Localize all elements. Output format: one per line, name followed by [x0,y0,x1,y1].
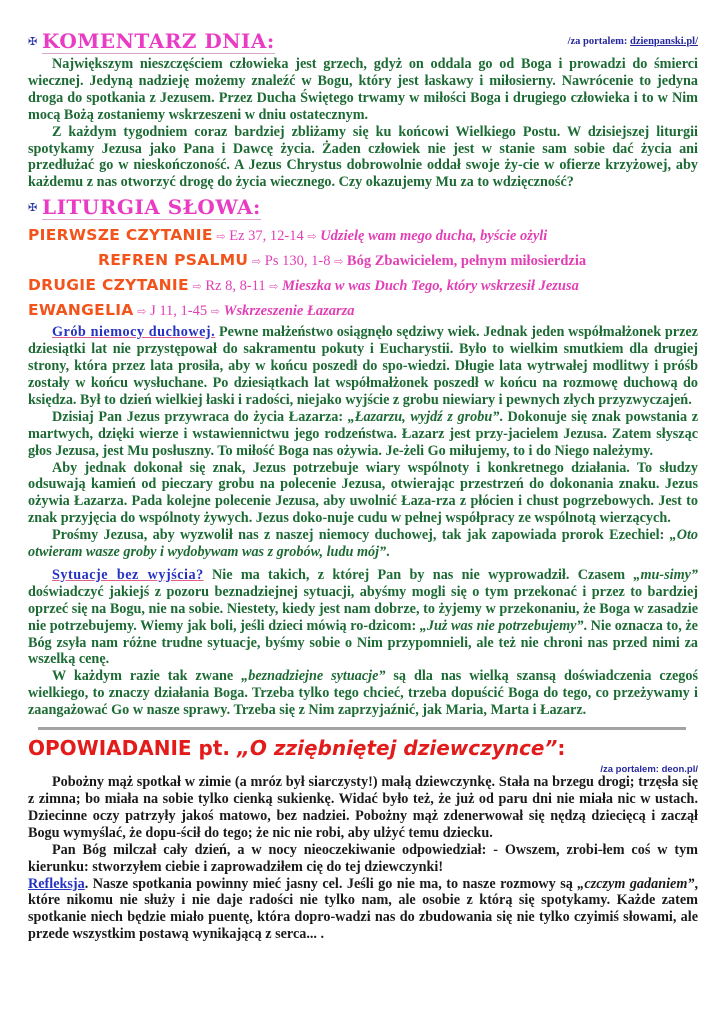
opowiadanie-header [28,736,698,776]
cross-bullet-icon: ✠ [28,201,38,215]
reading-row [28,249,698,274]
title-text: : [557,736,566,761]
liturgia-paragraph [28,527,698,561]
arrow-icon: ⇨ [192,281,202,294]
liturgia-header [28,196,698,222]
liturgia-paragraph [28,668,698,719]
reading-ref: Rz 8, 8-11 [205,278,266,295]
paragraph-text: Nie ma takich, z której Pan by nas nie wyprowadził. Czasem [203,566,634,583]
liturgia-paragraph [28,567,698,668]
reading-ref: J 11, 1-45 [150,303,208,320]
liturgia-title: LITURGIA SŁOWA: [42,195,261,220]
paragraph-text: , które nikomu nie służy i nie daje radości nie tylko nam, ale osobie z którą się spotykamy. Każde zatem spotkanie niech będzie miało puentę, która dopro-wadzi nas do zbudowania się nie tylko czyimiś słowami, ale przede wszystkim postawą wynikającą z serca... . [28,875,698,943]
reading-ref: Ez 37, 12-14 [229,228,304,245]
cross-bullet-icon: ✠ [28,35,38,48]
komentarz-body [28,56,698,191]
title-quote: „O zziębniętej dziewczynce” [236,736,558,761]
paragraph-text: są dla nas wielką szansą doświadczenia czegoś wielkiego, to znaczy działania Boga. Trzeba tylko tego chcieć, trzeba dopuścić Boga do tego, co przeżywamy i zaangażować Go w nasze sprawy. Trzeba się z Nim zaprzyjaźnić, jak Maria, Marta i Łazarz. [28,668,698,719]
story-paragraph: Pobożny mąż spotkał w zimie (a mróz był siarczysty!) małą dziewczynkę. Stała na brzegu drogi; trzęsła się z zimna; bo miała na sobie tylko cienką sukienkę. Widać było też, że już od paru dni nie miała nic w ustach. Dziecinne oczy patrzyły jakoś matowo, bez nadziei. Pobożny mąż zdenerwował się nędzą dziecięcą i zaczął Bogu wymyślać, że dopu-ścił do tego; że nic nie robi, aby ulżyć temu dziecku. [28,774,698,841]
reading-label: REFREN PSALMU [98,251,249,270]
paragraph-text: . Nie oznacza to, że Bóg zsyła nam różne trudne sytuacje, byśmy sobie o Nim przypomnieli, ale też nie chroni nas przed nimi za wszelką cenę. [28,617,698,668]
opowiadanie-title [28,736,565,760]
story-paragraph [28,876,698,944]
paragraph-text: doświadczyć jakiejś z pozoru beznadziejnej sytuacji, abyśmy mogli się o tym przekonać i przez to bardziej oprzeć się na Bogu, nie na sobie. Niestety, kiedy jest nam dobrze, to żyjemy w przekonaniu, że Boga w zasadzie nie potrzebujemy. Wiemy jak boli, jeśli dzieci mówią ro-dzicom: [28,583,698,634]
opowiadanie-source[interactable]: /za portalem: deon.pl/ [600,764,698,776]
quote-text: „Już was nie potrzebujemy” [419,617,584,634]
source-link[interactable]: dzienpanski.pl/ [630,36,698,47]
quote-text: „Łazarzu, wyjdź z grobu” [347,408,500,425]
paragraph-text: Pewne małżeństwo osiągnęło sędziwy wiek. Jednak jeden współmałżonek przez dziesiątki lat nie przystępował do sakramentu pokuty i Eucharystii. Było to wielkim smutkiem dla drugiej strony, która przez lata prosiła, aby w końcu poszedł do spo-wiedzi. Długie lata wytrwałej modlitwy i próśb zostały w końcu wysłuchane. Po dziesiątkach lat współmałżonek poszedł w końcu na rozmowę duchową do księdza. Był to dzień wielkiej łaski i radości, niejako wyjście z grobu niewiary i pewnych złych przyzwyczajeń. [28,324,698,408]
arrow-icon: ⇨ [307,231,317,244]
arrow-icon: ⇨ [210,306,220,319]
quote-text: „czczym gadaniem” [577,875,695,892]
quote-text: „beznadziejne sytuacje” [241,668,386,685]
reading-label: PIERWSZE CZYTANIE [28,226,213,245]
reading-row [28,274,698,299]
reading-row [28,224,698,249]
komentarz-paragraph: Największym nieszczęściem człowieka jest grzech, gdyż on oddala go od Boga i prowadzi do śmierci wiecznej. Jedyną nadzieję możemy znaleźć w Bogu, który jest łaskawy i miłosierny. Nawrócenie to jedyna droga do spotkania z Jezusem. Przez Ducha Świętego trwamy w miłości Boga i drugiego człowieka i to w Nim mocą Bożą zostaniemy wskrzeszeni w dniu ostatecznym. [28,56,698,123]
liturgia-paragraph [28,409,698,460]
opowiadanie-body [28,774,698,943]
arrow-icon: ⇨ [251,256,262,269]
liturgia-paragraph [28,324,698,409]
reading-title: Mieszka w was Duch Tego, który wskrzesił Jezusa [282,278,579,295]
reading-title: Udzielę wam mego ducha, byście ożyli [320,228,548,245]
komentarz-paragraph: Z każdym tygodniem coraz bardziej zbliżamy się ku końcowi Wielkiego Postu. W dzisiejszej liturgii spotykamy Jezusa jako Pana i Dawcę życia. Żaden człowiek nie jest w stanie sam sobie dać życia ani przedłużać go w nieskończoność. A Jezus Chrystus dobrowolnie oddał swoje ży-cie w ofierze krzyżowej, aby każdemu z nas otworzyć drogę do życia wiecznego. Czy okazujemy Mu za to wdzięczność? [28,123,698,191]
reading-row [28,299,698,324]
paragraph-text: . [386,544,390,561]
komentarz-source [568,36,698,47]
reading-ref: Ps 130, 1-8 [264,253,331,270]
quote-text: „Oto otwieram wasze groby i wydobywam was z grobów, ludu mój” [28,527,698,561]
paragraph-heading: Sytuacje bez wyjścia? [52,566,204,583]
reading-label: EWANGELIA [28,301,134,320]
paragraph-text: . Nasze spotkania powinny mieć jasny cel. Jeśli go nie ma, to nasze rozmowy są [84,875,578,892]
reading-title: Bóg Zbawicielem, pełnym miłosierdzia [346,253,587,270]
story-paragraph: Pan Bóg milczał cały dzień, a w nocy nieoczekiwanie odpowiedział: - Owszem, zrobi-łem coś w tym kierunku: stworzyłem ciebie i zaprowadziłem cię do tej dziewczynki! [28,841,698,875]
readings-list [28,224,698,324]
arrow-icon: ⇨ [216,231,226,244]
paragraph-text: . Dokonuje się znak powstania z martwych, dzięki wierze i wstawiennictwu jego rodzeństwa. Łazarz jest przy-jacielem Jezusa. Zatem słysząc głos Jezusa, jest Mu posłuszny. To miłość Boga nas ożywia. Je-żeli Go miłujemy, to i do Niego należymy. [28,408,698,459]
arrow-icon: ⇨ [334,256,344,269]
liturgia-body [28,324,698,719]
paragraph-heading: Grób niemocy duchowej. [52,324,216,341]
bulletin-page [28,30,698,943]
komentarz-header [28,30,698,56]
paragraph-text: W każdym razie tak zwane [52,668,242,685]
komentarz-title: KOMENTARZ DNIA: [42,29,275,53]
paragraph-text: Dzisiaj Pan Jezus przywraca do życia Łazarza: [52,408,348,425]
paragraph-heading: Refleksja [28,875,85,892]
arrow-icon: ⇨ [269,281,279,294]
source-prefix: /za portalem: [567,36,630,47]
reading-label: DRUGIE CZYTANIE [28,276,189,295]
paragraph-text: Prośmy Jezusa, aby wyzwolił nas z naszej niemocy duchowej, tak jak zapowiada prorok Ezechiel: [52,527,670,544]
liturgia-paragraph: Aby jednak dokonał się znak, Jezus potrzebuje wiary wspólnoty i konkretnego działania. To słudzy odsuwają kamień od pieczary grobu na polecenie Jezusa, otwierając przestrzeń do dokonania znaku. Jezus ożywia Łazarza. Pada kolejne polecenie Jezusa, aby uwolnić Łaza-rza z płócien i chust pogrzebowych. Jest to znak przyjęcia do wspólnoty żywych. Jezus doko-nuje cudu w pełnej współpracy ze wspólnotą wierzących. [28,459,698,527]
reading-title: Wskrzeszenie Łazarza [223,303,355,320]
section-divider [38,727,686,730]
title-text: OPOWIADANIE pt. [28,736,237,761]
arrow-icon: ⇨ [137,306,147,319]
quote-text: „mu-simy” [633,566,698,583]
